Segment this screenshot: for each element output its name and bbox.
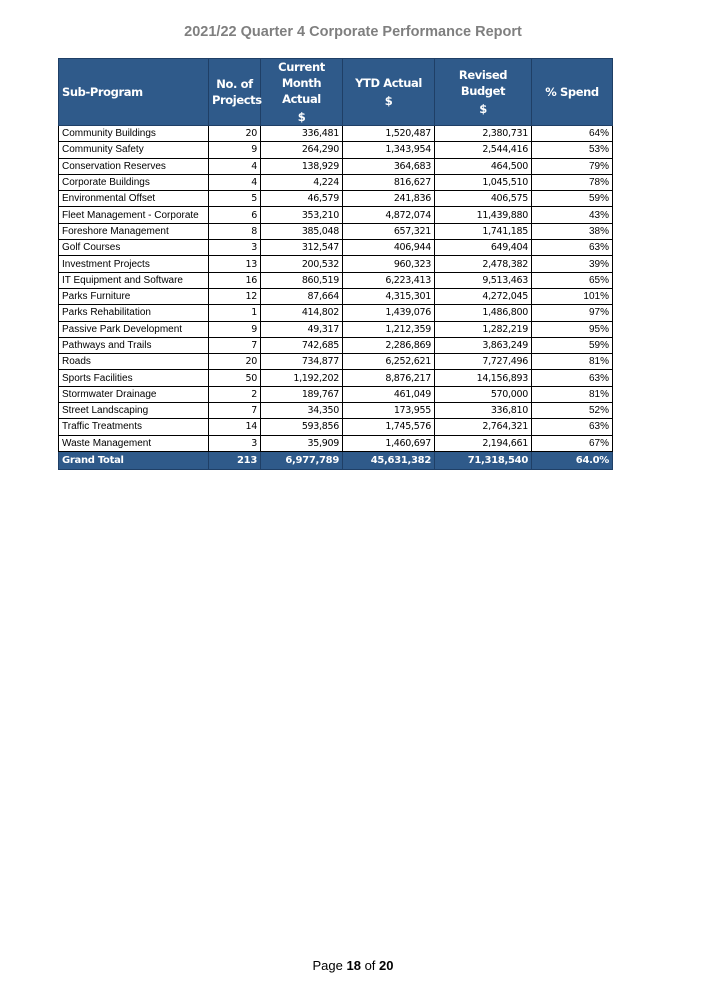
- header-current-month: [261, 59, 343, 126]
- cell-projects: 16: [209, 272, 261, 288]
- table-row: [59, 223, 613, 239]
- table-row: [59, 174, 613, 190]
- table-body: [59, 126, 613, 452]
- cell-sub-program: Community Buildings: [59, 126, 209, 142]
- cell-budget: 2,478,382: [435, 256, 532, 272]
- header-budget-unit: $: [479, 102, 487, 116]
- cell-ytd: 406,944: [343, 240, 435, 256]
- cell-spend: 38%: [532, 223, 613, 239]
- footer-total-pages: 20: [379, 958, 394, 973]
- cell-ytd: 816,627: [343, 174, 435, 190]
- cell-ytd: 1,745,576: [343, 419, 435, 435]
- cell-spend: 39%: [532, 256, 613, 272]
- cell-current-month: 87,664: [261, 288, 343, 304]
- cell-budget: 464,500: [435, 158, 532, 174]
- cell-spend: 43%: [532, 207, 613, 223]
- cell-budget: 7,727,496: [435, 354, 532, 370]
- header-ytd: [343, 59, 435, 126]
- cell-projects: 3: [209, 240, 261, 256]
- cell-sub-program: Pathways and Trails: [59, 337, 209, 353]
- table-row: [59, 272, 613, 288]
- cell-current-month: 46,579: [261, 191, 343, 207]
- header-sub-program: Sub-Program: [59, 59, 209, 126]
- cell-projects: 20: [209, 126, 261, 142]
- total-ytd: 45,631,382: [343, 451, 435, 469]
- cell-ytd: 8,876,217: [343, 370, 435, 386]
- footer-prefix: Page: [312, 958, 347, 973]
- total-current: 6,977,789: [261, 451, 343, 469]
- cell-spend: 64%: [532, 126, 613, 142]
- cell-current-month: 1,192,202: [261, 370, 343, 386]
- cell-sub-program: Foreshore Management: [59, 223, 209, 239]
- table-row: [59, 386, 613, 402]
- cell-current-month: 4,224: [261, 174, 343, 190]
- cell-spend: 52%: [532, 403, 613, 419]
- footer-current-page: 18: [346, 958, 361, 973]
- cell-current-month: 734,877: [261, 354, 343, 370]
- cell-spend: 65%: [532, 272, 613, 288]
- cell-budget: 9,513,463: [435, 272, 532, 288]
- cell-ytd: 461,049: [343, 386, 435, 402]
- cell-budget: 1,486,800: [435, 305, 532, 321]
- total-spend: 64.0%: [532, 451, 613, 469]
- cell-sub-program: Community Safety: [59, 142, 209, 158]
- cell-budget: 1,282,219: [435, 321, 532, 337]
- header-spend: % Spend: [532, 59, 613, 126]
- cell-current-month: 353,210: [261, 207, 343, 223]
- cell-projects: 3: [209, 435, 261, 451]
- cell-current-month: 414,802: [261, 305, 343, 321]
- cell-projects: 2: [209, 386, 261, 402]
- header-budget-label: Revised Budget: [458, 68, 508, 98]
- cell-sub-program: Roads: [59, 354, 209, 370]
- cell-projects: 14: [209, 419, 261, 435]
- cell-projects: 13: [209, 256, 261, 272]
- cell-budget: 406,575: [435, 191, 532, 207]
- cell-projects: 4: [209, 174, 261, 190]
- cell-spend: 81%: [532, 386, 613, 402]
- cell-current-month: 200,532: [261, 256, 343, 272]
- cell-spend: 101%: [532, 288, 613, 304]
- cell-current-month: 742,685: [261, 337, 343, 353]
- table-row: [59, 158, 613, 174]
- cell-projects: 6: [209, 207, 261, 223]
- cell-budget: 649,404: [435, 240, 532, 256]
- cell-current-month: 138,929: [261, 158, 343, 174]
- table-row: [59, 419, 613, 435]
- table-row: [59, 288, 613, 304]
- cell-ytd: 173,955: [343, 403, 435, 419]
- cell-ytd: 1,343,954: [343, 142, 435, 158]
- cell-spend: 95%: [532, 321, 613, 337]
- table-row: [59, 191, 613, 207]
- cell-sub-program: Environmental Offset: [59, 191, 209, 207]
- table-row: [59, 435, 613, 451]
- cell-sub-program: Corporate Buildings: [59, 174, 209, 190]
- cell-spend: 67%: [532, 435, 613, 451]
- header-budget: [435, 59, 532, 126]
- header-projects: No. of Projects: [209, 59, 261, 126]
- cell-ytd: 1,212,359: [343, 321, 435, 337]
- page-title: 2021/22 Quarter 4 Corporate Performance Report: [184, 24, 522, 40]
- cell-ytd: 2,286,869: [343, 337, 435, 353]
- cell-sub-program: Golf Courses: [59, 240, 209, 256]
- cell-spend: 53%: [532, 142, 613, 158]
- table-row: [59, 337, 613, 353]
- cell-spend: 59%: [532, 191, 613, 207]
- cell-current-month: 34,350: [261, 403, 343, 419]
- cell-sub-program: Passive Park Development: [59, 321, 209, 337]
- cell-sub-program: Fleet Management - Corporate: [59, 207, 209, 223]
- cell-budget: 2,380,731: [435, 126, 532, 142]
- cell-sub-program: Street Landscaping: [59, 403, 209, 419]
- cell-budget: 11,439,880: [435, 207, 532, 223]
- table-row: [59, 142, 613, 158]
- cell-spend: 63%: [532, 370, 613, 386]
- cell-ytd: 657,321: [343, 223, 435, 239]
- cell-projects: 8: [209, 223, 261, 239]
- cell-budget: 2,194,661: [435, 435, 532, 451]
- cell-spend: 97%: [532, 305, 613, 321]
- cell-projects: 7: [209, 403, 261, 419]
- cell-ytd: 960,323: [343, 256, 435, 272]
- cell-projects: 4: [209, 158, 261, 174]
- cell-ytd: 4,315,301: [343, 288, 435, 304]
- table-row: [59, 126, 613, 142]
- cell-ytd: 6,223,413: [343, 272, 435, 288]
- cell-projects: 9: [209, 142, 261, 158]
- cell-current-month: 35,909: [261, 435, 343, 451]
- cell-projects: 9: [209, 321, 261, 337]
- cell-sub-program: Traffic Treatments: [59, 419, 209, 435]
- table-row: [59, 321, 613, 337]
- table-row: [59, 240, 613, 256]
- performance-table: [58, 58, 613, 470]
- cell-budget: 336,810: [435, 403, 532, 419]
- cell-projects: 50: [209, 370, 261, 386]
- cell-current-month: 385,048: [261, 223, 343, 239]
- cell-ytd: 364,683: [343, 158, 435, 174]
- grand-total-row: [59, 451, 613, 469]
- table-row: [59, 403, 613, 419]
- table-row: [59, 256, 613, 272]
- table-row: [59, 305, 613, 321]
- cell-spend: 63%: [532, 419, 613, 435]
- cell-current-month: 860,519: [261, 272, 343, 288]
- cell-sub-program: Sports Facilities: [59, 370, 209, 386]
- cell-current-month: 593,856: [261, 419, 343, 435]
- cell-projects: 5: [209, 191, 261, 207]
- table-row: [59, 354, 613, 370]
- cell-ytd: 1,520,487: [343, 126, 435, 142]
- cell-spend: 78%: [532, 174, 613, 190]
- header-current-month-unit: $: [297, 110, 306, 124]
- cell-projects: 1: [209, 305, 261, 321]
- cell-spend: 59%: [532, 337, 613, 353]
- table-row: [59, 370, 613, 386]
- cell-budget: 3,863,249: [435, 337, 532, 353]
- cell-current-month: 49,317: [261, 321, 343, 337]
- cell-sub-program: IT Equipment and Software: [59, 272, 209, 288]
- cell-current-month: 312,547: [261, 240, 343, 256]
- cell-sub-program: Parks Furniture: [59, 288, 209, 304]
- cell-sub-program: Waste Management: [59, 435, 209, 451]
- cell-sub-program: Parks Rehabilitation: [59, 305, 209, 321]
- table-row: [59, 207, 613, 223]
- total-budget: 71,318,540: [435, 451, 532, 469]
- cell-budget: 14,156,893: [435, 370, 532, 386]
- cell-budget: 570,000: [435, 386, 532, 402]
- cell-ytd: 6,252,621: [343, 354, 435, 370]
- header-ytd-unit: $: [384, 94, 393, 108]
- cell-sub-program: Investment Projects: [59, 256, 209, 272]
- total-label: Grand Total: [59, 451, 209, 469]
- cell-spend: 81%: [532, 354, 613, 370]
- header-current-month-label: Current Month Actual: [278, 60, 325, 106]
- header-ytd-label: YTD Actual: [355, 76, 422, 90]
- cell-budget: 4,272,045: [435, 288, 532, 304]
- table-header-row: [59, 59, 613, 126]
- cell-projects: 20: [209, 354, 261, 370]
- cell-ytd: 241,836: [343, 191, 435, 207]
- cell-budget: 1,045,510: [435, 174, 532, 190]
- footer-of: of: [360, 958, 380, 973]
- cell-projects: 12: [209, 288, 261, 304]
- page-footer: [0, 958, 706, 973]
- cell-budget: 2,544,416: [435, 142, 532, 158]
- cell-budget: 1,741,185: [435, 223, 532, 239]
- total-projects: 213: [209, 451, 261, 469]
- cell-sub-program: Stormwater Drainage: [59, 386, 209, 402]
- cell-spend: 63%: [532, 240, 613, 256]
- cell-sub-program: Conservation Reserves: [59, 158, 209, 174]
- cell-current-month: 264,290: [261, 142, 343, 158]
- cell-ytd: 1,439,076: [343, 305, 435, 321]
- cell-ytd: 4,872,074: [343, 207, 435, 223]
- cell-budget: 2,764,321: [435, 419, 532, 435]
- cell-spend: 79%: [532, 158, 613, 174]
- cell-ytd: 1,460,697: [343, 435, 435, 451]
- cell-projects: 7: [209, 337, 261, 353]
- cell-current-month: 189,767: [261, 386, 343, 402]
- cell-current-month: 336,481: [261, 126, 343, 142]
